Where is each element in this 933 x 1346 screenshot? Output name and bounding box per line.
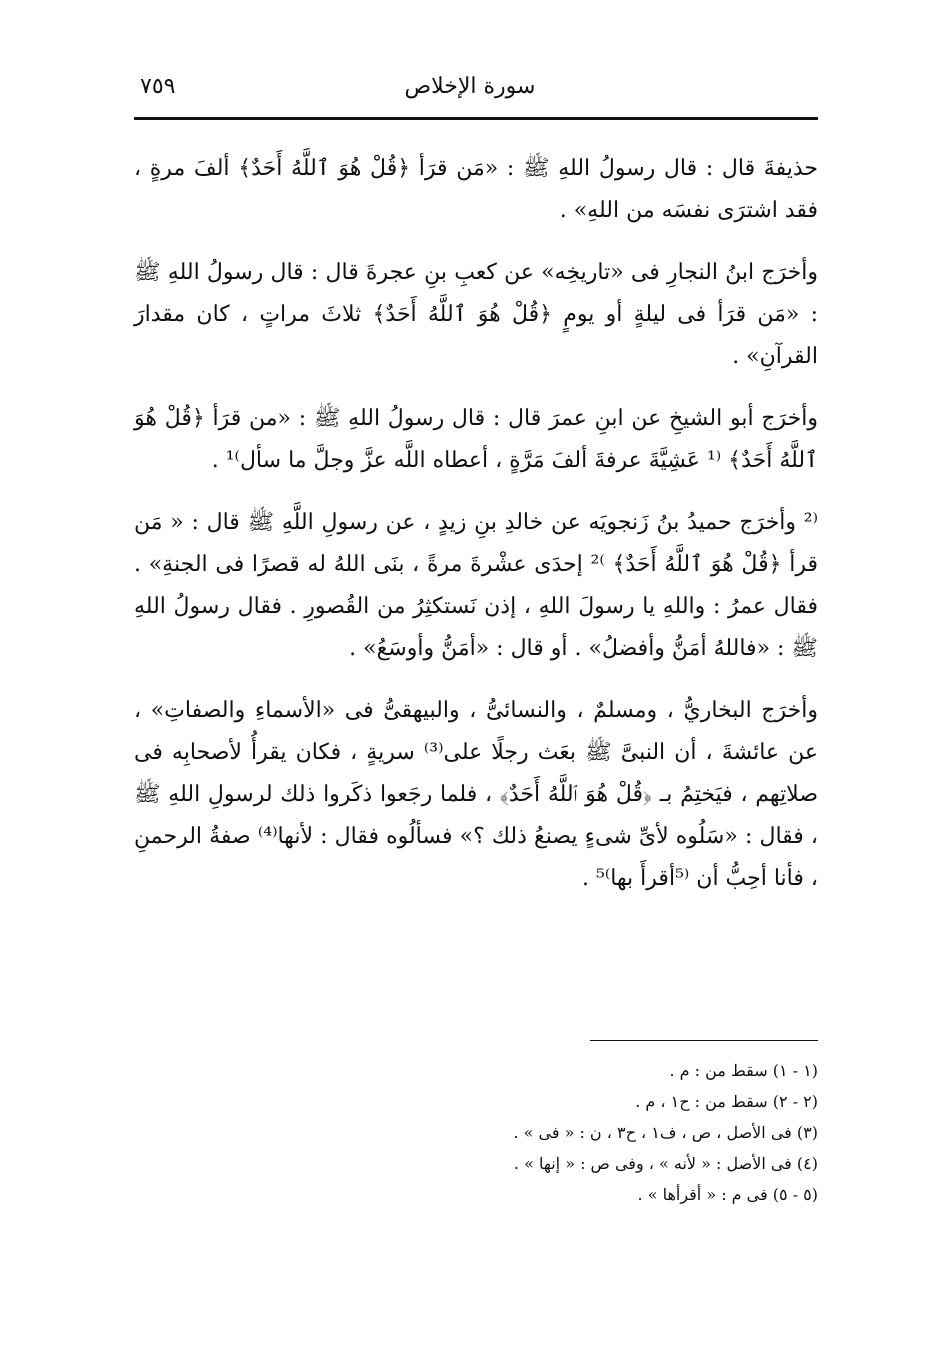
page-number: ٧٥٩	[140, 74, 176, 99]
paragraph-3: وأخرَج أبو الشيخِ عن ابنِ عمرَ قال : قال رسولُ اللهِ ﷺ : «من قرَأ ﴿قُلْ هُوَ ٱللَّهُ أَحَدٌ﴾ ⁽¹ عَشِيَّةَ عرفةَ ألفَ مَرَّةٍ ، أعطاه اللَّه عزَّ وجلَّ ما سأل⁾¹ .	[134, 406, 818, 473]
footnote-3: (٣) فى الأصل ، ص ، ف١ ، ح٣ ، ن : « فى » .	[513, 1123, 818, 1142]
footnotes	[134, 1055, 818, 1210]
running-title: سورة الإخلاص	[404, 74, 536, 99]
header-rule	[134, 117, 818, 120]
footnote-rule	[590, 1040, 818, 1041]
footnote-1: (١ - ١) سقط من : م .	[669, 1061, 818, 1080]
paragraph-1: حذيفةَ قال : قال رسولُ اللهِ ﷺ : «مَن قرَأ ﴿قُلْ هُوَ ٱللَّهُ أَحَدٌ﴾ ألفَ مرةٍ ، فقد اشترَى نفسَه من اللهِ» .	[134, 156, 818, 223]
paragraph-4: ⁽² وأخرَج حميدُ بنُ زَنجويَه عن خالدِ بنِ زيدٍ ، عن رسولِ اللَّهِ ﷺ قال : « مَن قرأ ﴿قُلْ هُوَ ٱللَّهُ أَحَدٌ﴾ ⁾² إحدَى عشْرةَ مرةً ، بنَى اللهُ له قصرًا فى الجنةِ» . فقال عمرُ : واللهِ يا رسولَ اللهِ ، إذن نَستكثِرُ من القُصورِ . فقال رسولُ اللهِ ﷺ : «فاللهُ أمَنُّ وأفضلُ» . أو قال : «أمَنُّ وأوسَعُ» .	[134, 510, 818, 661]
main-text	[134, 148, 818, 920]
paragraph-2: وأخرَج ابنُ النجارِ فى «تاريخِه» عن كعبِ بنِ عجرةَ قال : قال رسولُ اللهِ ﷺ : «مَن قرَأ فى ليلةٍ أو يومٍ ﴿قُلْ هُوَ ٱللَّهُ أَحَدٌ﴾ ثلاثَ مراتٍ ، كان مقدارَ القرآنِ» .	[134, 260, 818, 369]
footnote-4: (٤) فى الأصل : « لأنه » ، وفى ص : « إنها » .	[513, 1154, 818, 1173]
paragraph-5: وأخرَج البخاريُّ ، ومسلمٌ ، والنسائىُّ ، والبيهقىُّ فى «الأسماءِ والصفاتِ» ، عن عائشةَ ، أن النبىَّ ﷺ بعَث رجلًا على⁽³⁾ سريةٍ ، فكان يقرأُ لأصحابِه فى صلاتِهم ، فيَختِمُ بـ ﴿قُلْ هُوَ ٱللَّهُ أَحَدٌ﴾ ، فلما رجَعوا ذكَروا ذلك لرسولِ اللهِ ﷺ ، فقال : «سَلُوه لأىِّ شىءٍ يصنعُ ذلك ؟» فسألُوه فقال : لأنها⁽⁴⁾ صفةُ الرحمنِ ، فأنا أحِبُّ أن ⁽⁵أقرأَ بها⁾⁵ .	[134, 698, 819, 891]
footnote-2: (٢ - ٢) سقط من : ح١ ، م .	[635, 1092, 818, 1111]
footnote-5: (٥ - ٥) فى م : « أقرأها » .	[637, 1185, 818, 1204]
